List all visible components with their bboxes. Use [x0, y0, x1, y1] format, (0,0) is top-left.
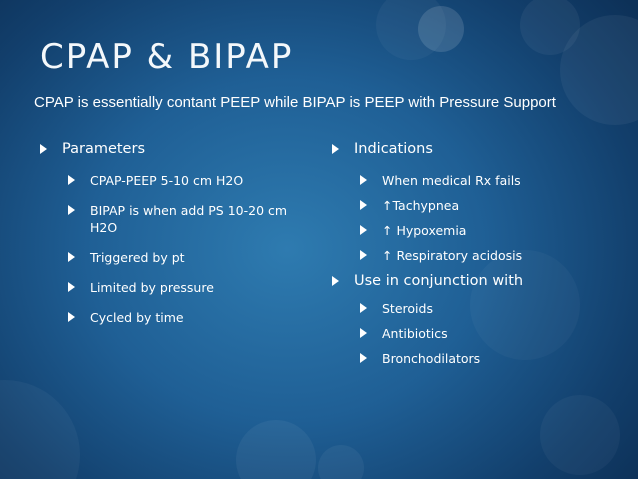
bullet-text: ↑Tachypnea [382, 198, 460, 213]
sub-bullet [68, 202, 308, 236]
bullet-conjunction [332, 272, 622, 290]
sub-bullet [360, 247, 622, 264]
arrow-icon [360, 328, 367, 338]
decorative-bubble [318, 445, 364, 479]
arrow-icon [360, 225, 367, 235]
decorative-bubble [236, 420, 316, 479]
bullet-text: ↑ Hypoxemia [382, 223, 467, 238]
bullet-text: Steroids [382, 301, 433, 316]
sub-bullet [68, 279, 320, 296]
bullet-text: Limited by pressure [90, 280, 214, 295]
bullet-parameters [40, 140, 320, 158]
sub-bullet [68, 309, 320, 326]
decorative-bubble [540, 395, 620, 475]
bullet-text: Indications [354, 141, 433, 157]
arrow-icon [40, 144, 47, 154]
arrow-icon [332, 144, 339, 154]
bullet-text: Use in conjunction with [354, 273, 524, 289]
bullet-indications [332, 140, 622, 158]
arrow-icon [332, 276, 339, 286]
arrow-icon [68, 282, 75, 292]
slide-title: CPAP & BIPAP [40, 37, 294, 77]
arrow-icon [360, 353, 367, 363]
bullet-text: ↑ Respiratory acidosis [382, 248, 523, 263]
arrow-icon [68, 175, 75, 185]
sub-bullet [360, 222, 622, 239]
left-column [40, 140, 320, 326]
bullet-text: Antibiotics [382, 326, 448, 341]
arrow-icon [360, 250, 367, 260]
bullet-text: Cycled by time [90, 310, 184, 325]
arrow-icon [68, 252, 75, 262]
decorative-bubble [0, 380, 80, 479]
arrow-icon [360, 175, 367, 185]
arrow-icon [68, 205, 75, 215]
sub-bullet [360, 300, 622, 317]
sub-bullet [360, 197, 622, 214]
arrow-icon [360, 303, 367, 313]
sub-bullet [68, 172, 320, 189]
bullet-text: Triggered by pt [90, 250, 185, 265]
sub-bullet [360, 325, 622, 342]
arrow-icon [360, 200, 367, 210]
bullet-text: CPAP-PEEP 5-10 cm H2O [90, 173, 244, 188]
arrow-icon [68, 312, 75, 322]
sub-bullet [68, 249, 320, 266]
right-column [332, 140, 622, 367]
slide-subtitle: CPAP is essentially contant PEEP while BIPAP is PEEP with Pressure Support [34, 94, 556, 111]
bullet-text: Parameters [62, 141, 145, 157]
sub-bullet [360, 350, 622, 367]
bullet-text: BIPAP is when add PS 10-20 cm H2O [90, 203, 288, 235]
sub-bullet [360, 172, 622, 189]
bullet-text: Bronchodilators [382, 351, 481, 366]
bullet-text: When medical Rx fails [382, 173, 521, 188]
